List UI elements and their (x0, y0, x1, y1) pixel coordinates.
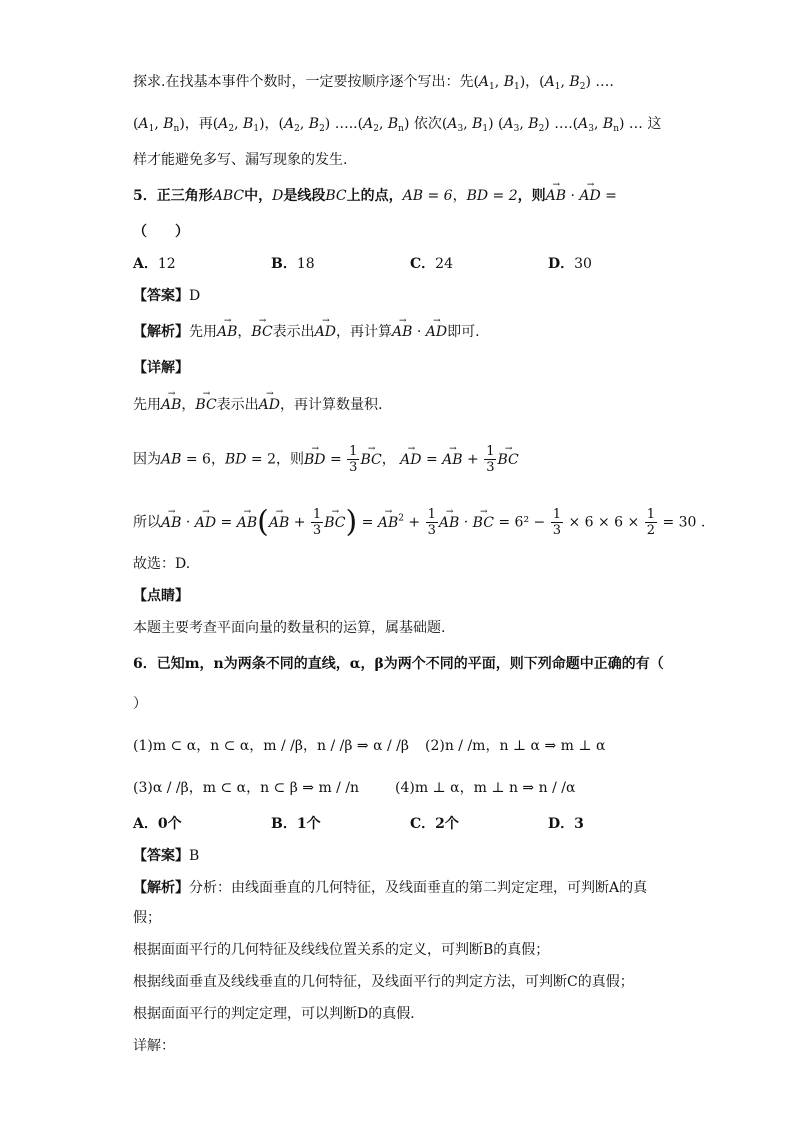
q6-proposition-2: (2)n / /m，n ⊥ α ⇒ m ⊥ α (425, 738, 606, 754)
q6-propositions-row-1 (133, 736, 653, 756)
q6-stem: 6．已知m，n为两条不同的直线，α，β为两个不同的平面，则下列命题中正确的有（ (133, 656, 664, 672)
q6-analysis-1: 【解析】分析：由线面垂直的几何特征，及线面垂直的第二判定定理，可判断A的真 (133, 880, 648, 896)
q6-proposition-1: (1)m ⊂ α，n ⊂ α，m / /β，n / /β ⇒ α / /β (133, 738, 409, 754)
q6-detail: 详解： (133, 1038, 175, 1054)
q5-option-d: D．30 (548, 256, 592, 272)
q5-comment-tag: 【点睛】 (133, 588, 189, 604)
q5-option-a: A．12 (133, 256, 176, 272)
q5-detail-line-3: 所以→ AB · → AD = → AB(→ AB + $\frac{1}{3}$ → BC) = → $AB^2$ + $\frac{1}{3}$ → AB · → BC = 6² − $\frac{1}{3}$ × 6 × 6 × $\frac{1}{2}$ = 30 . (133, 507, 705, 538)
q5-option-b: B．18 (271, 256, 315, 272)
q5-detail-line-1: 先用→ AB，→ BC表示出→ AD，再计算数量积. (133, 395, 382, 415)
q5-stem: 5．正三角形ABC中，D是线段BC上的点，AB = 6，BD = 2，则→ AB · → AD = (133, 186, 617, 206)
intro-line-1: 探求.在找基本事件个数时，一定要按顺序逐个写出：先($A_1$, $B_1$)，($A_1$, $B_2$) …. (133, 74, 614, 92)
q5-paren: （ ） (133, 224, 189, 240)
q6-option-b: B．1个 (271, 816, 321, 832)
q5-comment: 本题主要考查平面向量的数量积的运算，属基础题. (133, 620, 446, 636)
q6-options (133, 814, 653, 834)
q6-propositions-row-2 (133, 778, 653, 798)
q5-detail-line-2: 因为AB = 6，BD = 2，则→ BD = $\frac{1}{3}$ → BC， → AD = → AB + $\frac{1}{3}$ → BC (133, 444, 519, 475)
q5-option-c: C．24 (410, 256, 453, 272)
q5-analysis: 【解析】先用→ AB，→ BC表示出→ AD，再计算→ AB · → AD即可. (133, 322, 480, 342)
q5-options (133, 254, 653, 274)
q6-option-a: A．0个 (133, 816, 182, 832)
q6-analysis-2: 假； (133, 910, 161, 926)
q6-stem-end: ） (133, 696, 147, 712)
q5-detail-tag: 【详解】 (133, 360, 189, 376)
q6-proposition-3: (3)α / /β，m ⊂ α，n ⊂ β ⇒ m / /n (133, 780, 360, 796)
q5-choose: 故选：D. (133, 556, 191, 572)
q6-analysis-3: 根据面面平行的几何特征及线线位置关系的定义，可判断B的真假； (133, 942, 550, 958)
q6-option-c: C．2个 (410, 816, 459, 832)
q5-answer: 【答案】D (133, 288, 201, 304)
intro-line-3: 样才能避免多写、漏写现象的发生. (133, 152, 348, 168)
q6-proposition-4: (4)m ⊥ α，m ⊥ n ⇒ n / /α (395, 780, 576, 796)
intro-line-2: ($A_1$, $B_n$)，再($A_2$, $B_1$)，($A_2$, $B_2$) $\dots..(A_2$, $B_n$) 依次($A_3$, $B_1$) ($A_3$, $B_2$) $\dots.(A_3$, $B_n$) … 这 (133, 116, 662, 134)
q6-analysis-4: 根据线面垂直及线线垂直的几何特征，及线面平行的判定方法，可判断C的真假； (133, 974, 634, 990)
q6-answer: 【答案】B (133, 848, 200, 864)
q6-option-d: D．3 (548, 816, 584, 832)
q6-analysis-5: 根据面面平行的判定定理，可以判断D的真假． (133, 1006, 425, 1022)
